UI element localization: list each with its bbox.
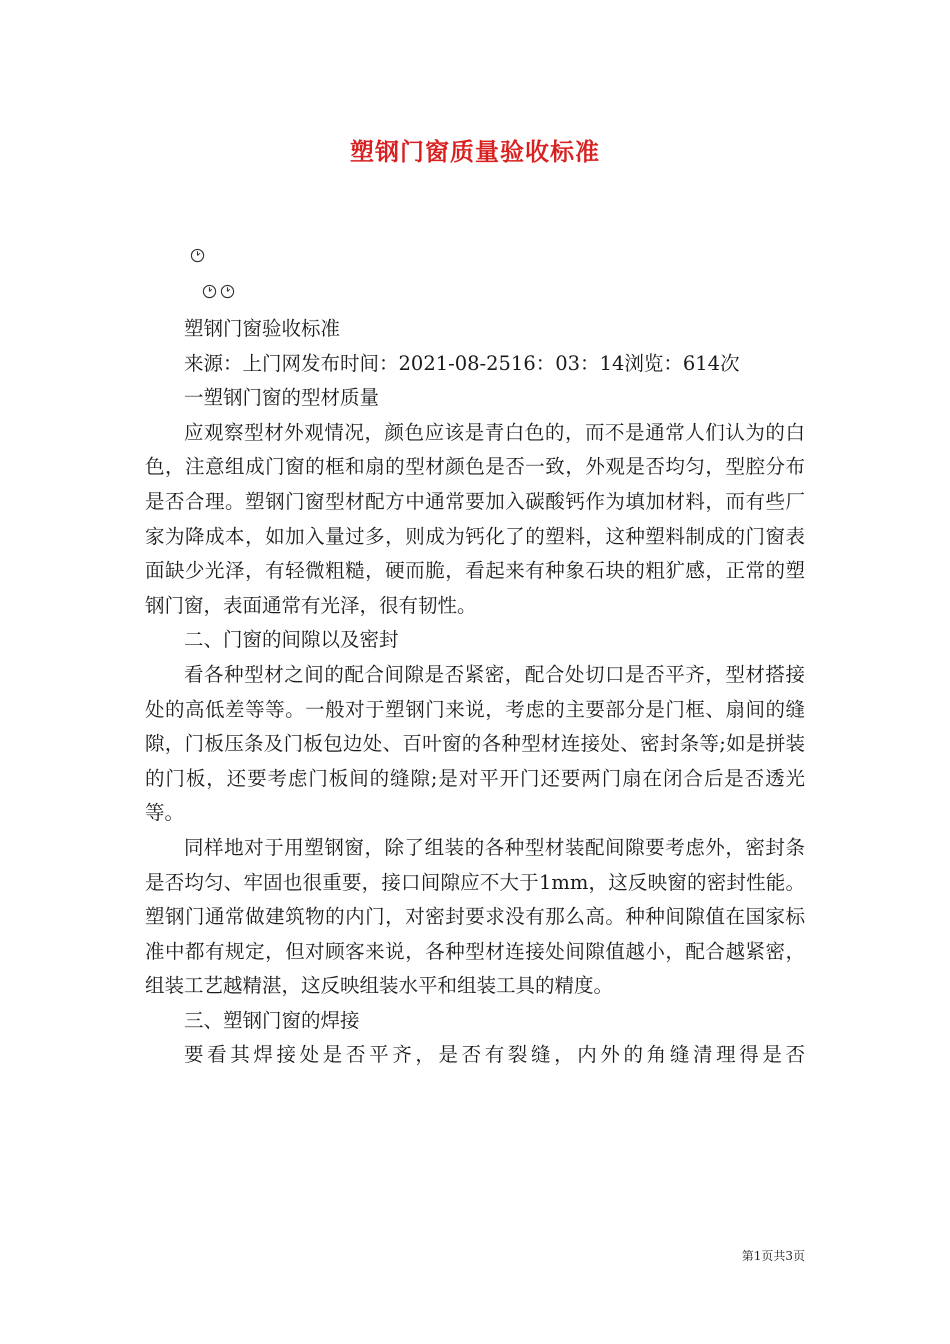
section-heading-2: 二、门窗的间隙以及密封 bbox=[184, 628, 399, 652]
section-heading-3: 三、塑钢门窗的焊接 bbox=[184, 1008, 360, 1032]
document-subtitle: 塑钢门窗验收标准 bbox=[184, 317, 341, 340]
document-body bbox=[145, 312, 805, 1073]
section-heading-1: 一塑钢门窗的型材质量 bbox=[184, 386, 380, 410]
clock-icon bbox=[220, 284, 235, 299]
paragraph-4: 要看其焊接处是否平齐，是否有裂缝，内外的角缝清理得是否 bbox=[184, 1043, 805, 1067]
document-meta: 来源：上门网发布时间：2021-08-2516：03：14浏览：614次 bbox=[184, 351, 740, 375]
paragraph-2: 看各种型材之间的配合间隙是否紧密，配合处切口是否平齐，型材搭接处的高低差等等。一般对于塑钢门来说，考虑的主要部分是门框、扇间的缝隙，门板压条及门板包边处、百叶窗的各种型材连接处、密封条等;如是拼装的门板，还要考虑门板间的缝隙;是对平开门还要两门扇在闭合后是否透光等。 bbox=[145, 662, 805, 825]
icon-row-2 bbox=[202, 284, 235, 299]
icon-row-1 bbox=[190, 248, 205, 263]
document-title: 塑钢门窗质量验收标准 bbox=[350, 137, 600, 166]
paragraph-3: 同样地对于用塑钢窗，除了组装的各种型材装配间隙要考虑外，密封条是否均匀、牢固也很重要，接口间隙应不大于1mm，这反映窗的密封性能。塑钢门通常做建筑物的内门，对密封要求没有那么高。种种间隙值在国家标准中都有规定，但对顾客来说，各种型材连接处间隙值越小，配合越紧密，组装工艺越精湛，这反映组装水平和组装工具的精度。 bbox=[145, 835, 805, 998]
paragraph-1: 应观察型材外观情况，颜色应该是青白色的，而不是通常人们认为的白色，注意组成门窗的框和扇的型材颜色是否一致，外观是否均匀，型腔分布是否合理。塑钢门窗型材配方中通常要加入碳酸钙作为填加材料，而有些厂家为降成本，如加入量过多，则成为钙化了的塑料，这种塑料制成的门窗表面缺少光泽，有轻微粗糙，硬而脆，看起来有种象石块的粗犷感，正常的塑钢门窗，表面通常有光泽，很有韧性。 bbox=[145, 420, 805, 617]
clock-icon bbox=[190, 248, 205, 263]
clock-icon bbox=[202, 284, 217, 299]
page-footer: 第1页共3页 bbox=[741, 1249, 805, 1263]
